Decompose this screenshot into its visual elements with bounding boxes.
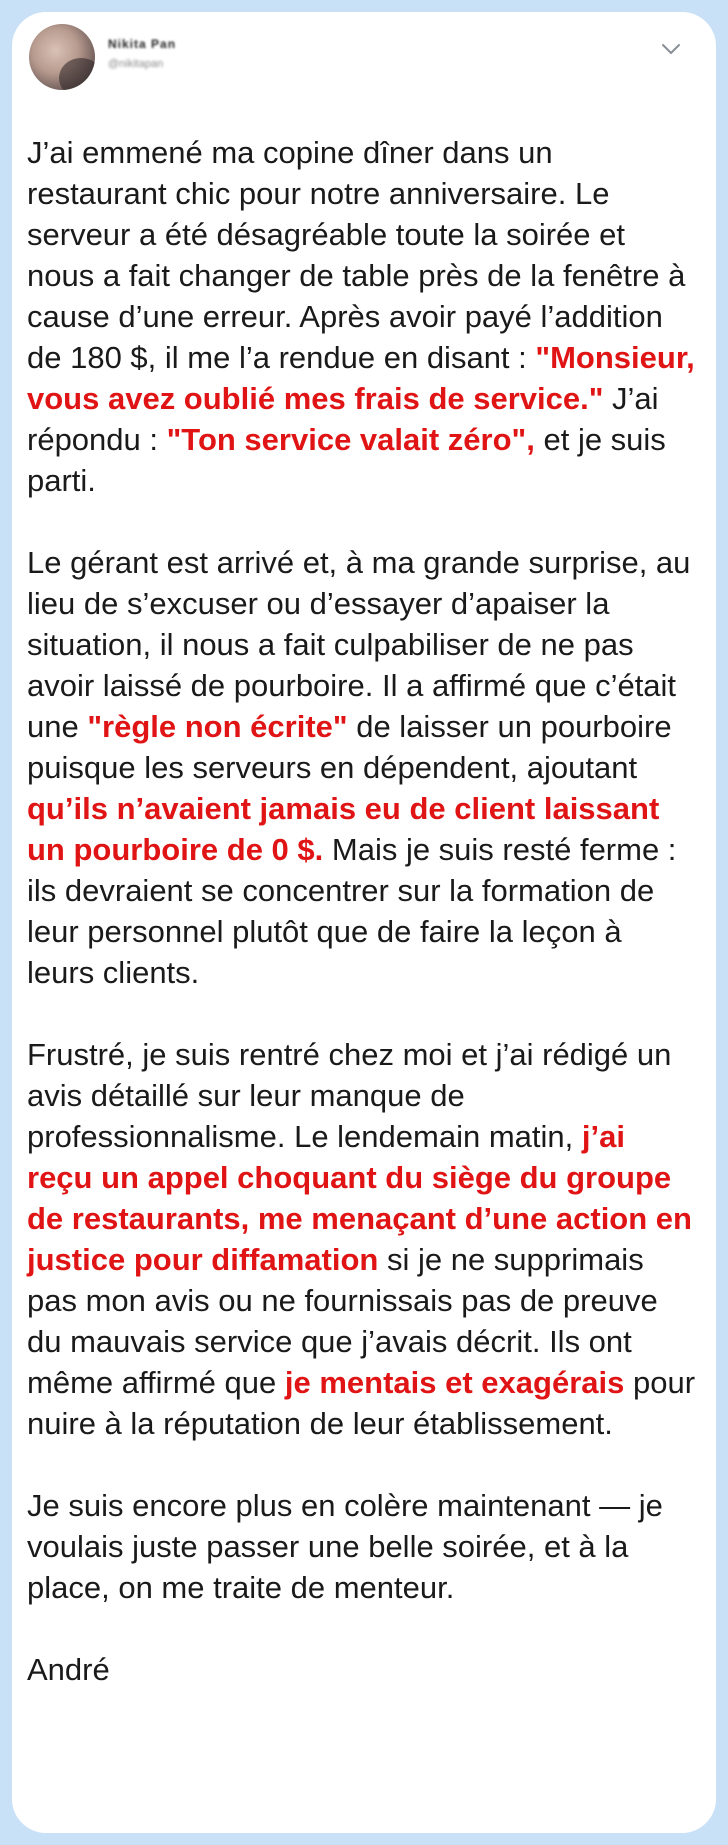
chevron-down-icon[interactable] — [660, 38, 682, 60]
paragraph-text: pour nuire à la réputation de leur établissement. — [27, 1365, 696, 1441]
paragraph-text: si je ne supprimais pas mon avis ou ne fournissais pas de preuve du mauvais service que j’avais décrit. Ils ont même affirmé que — [27, 1242, 658, 1400]
tweet-header — [12, 12, 716, 122]
paragraph-text: J’ai répondu : — [27, 381, 659, 457]
paragraph-text: et je suis parti. — [27, 422, 666, 498]
tweet-body — [27, 132, 697, 1731]
author-name[interactable]: Nikita Pan — [108, 37, 177, 51]
paragraph-text: Le gérant est arrivé et, à ma grande surprise, au lieu de s’excuser ou d’essayer d’apaiser la situation, il nous a fait culpabiliser de ne pas avoir laissé de pourboire. Il a affirmé que c’était une — [27, 545, 691, 744]
author-handle[interactable]: @nikitapan — [108, 58, 164, 70]
tweet-paragraph — [27, 1034, 697, 1444]
tweet-paragraph — [27, 1649, 697, 1690]
avatar[interactable] — [29, 24, 95, 90]
paragraph-text: Frustré, je suis rentré chez moi et j’ai rédigé un avis détaillé sur leur manque de professionnalisme. Le lendemain matin, — [27, 1037, 672, 1154]
tweet-paragraph — [27, 542, 697, 993]
highlighted-text: "Ton service valait zéro", — [166, 422, 535, 457]
tweet-card — [12, 12, 716, 1833]
highlighted-text: je mentais et exagérais — [284, 1365, 625, 1400]
paragraph-text: de laisser un pourboire puisque les serveurs en dépendent, ajoutant — [27, 709, 672, 785]
highlighted-text: j’ai reçu un appel choquant du siège du groupe de restaurants, me menaçant d’une action en justice pour diffamation — [27, 1119, 692, 1277]
paragraph-text: Je suis encore plus en colère maintenant — je voulais juste passer une belle soirée, et à la place, on me traite de menteur. — [27, 1488, 663, 1605]
highlighted-text: qu’ils n’avaient jamais eu de client laissant un pourboire de 0 $. — [27, 791, 660, 867]
highlighted-text: "règle non écrite" — [87, 709, 348, 744]
paragraph-text: André — [27, 1652, 110, 1687]
paragraph-text: J’ai emmené ma copine dîner dans un restaurant chic pour notre anniversaire. Le serveur a été désagréable toute la soirée et nous a fait changer de table près de la fenêtre à cause d’une erreur. Après avoir payé l’addition de 180 $, il me l’a rendue en disant : — [27, 135, 686, 375]
tweet-paragraph — [27, 1485, 697, 1608]
highlighted-text: "Monsieur, vous avez oublié mes frais de service." — [27, 340, 695, 416]
tweet-paragraph — [27, 132, 697, 501]
paragraph-text: Mais je suis resté ferme : ils devraient se concentrer sur la formation de leur personnel plutôt que de faire la leçon à leurs clients. — [27, 832, 677, 990]
